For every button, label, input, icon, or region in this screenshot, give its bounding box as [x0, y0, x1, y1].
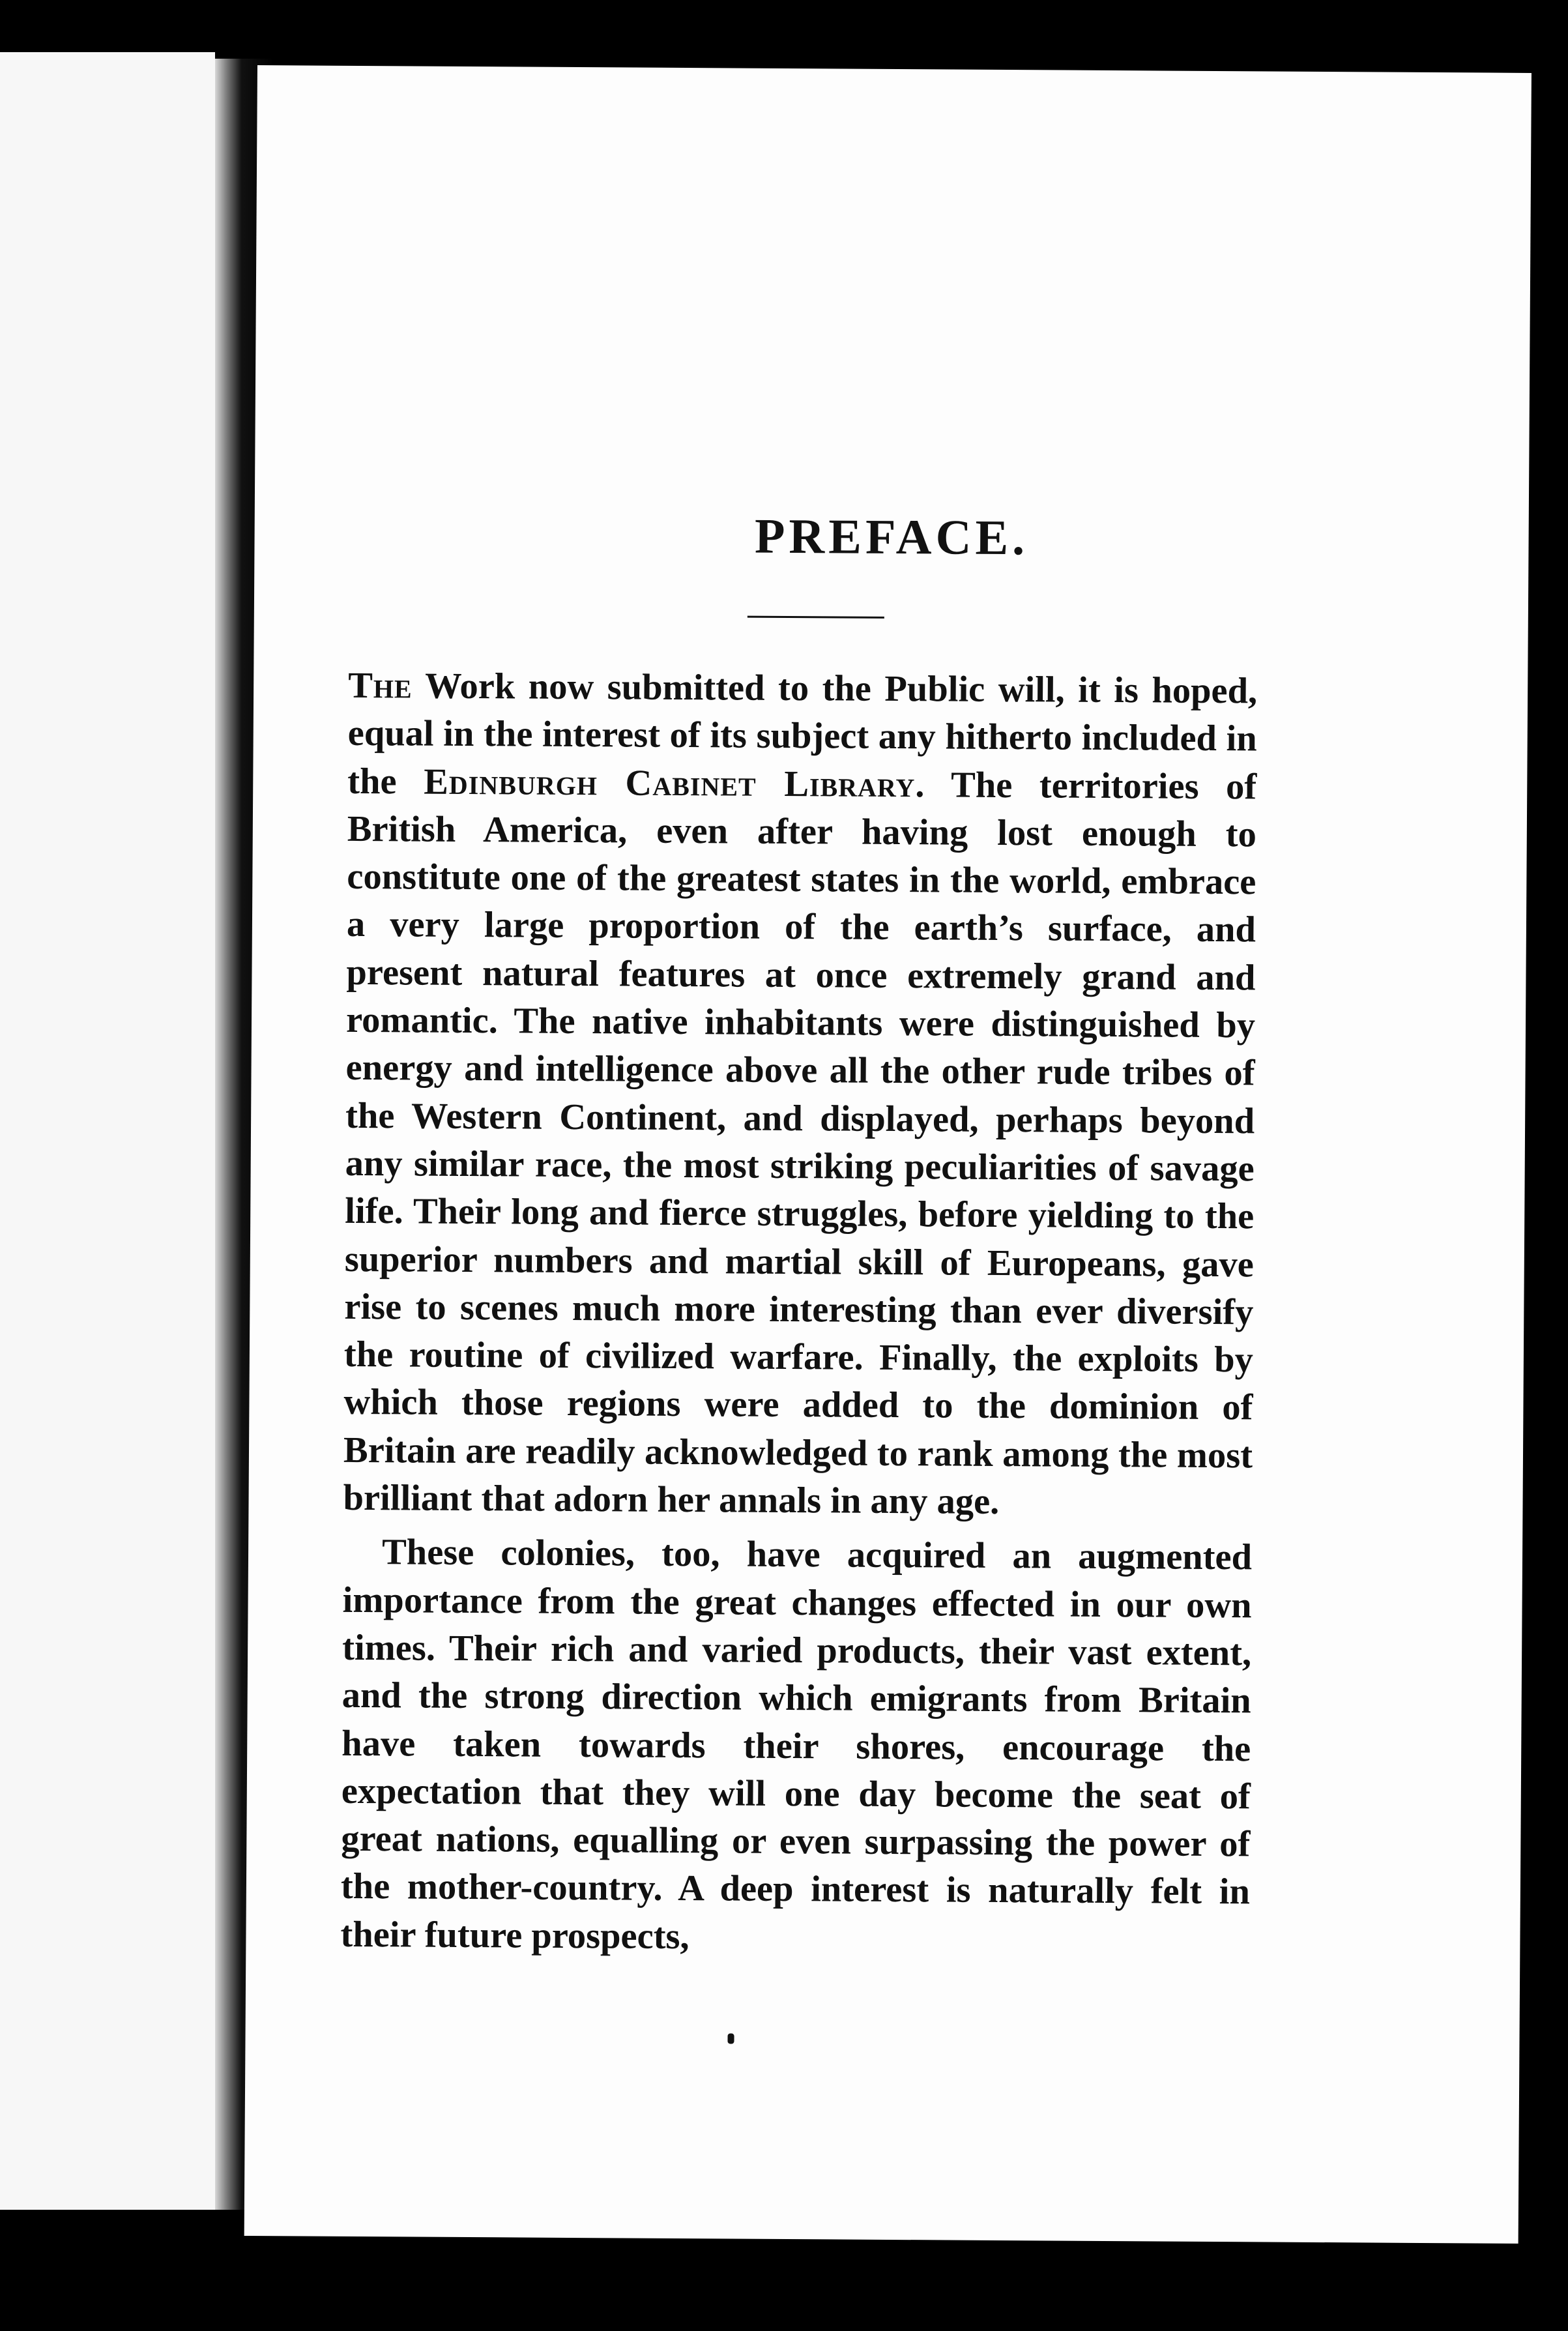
series-name: Edinburgh Cabinet Library: [424, 761, 916, 805]
paragraph-1: [343, 662, 1257, 1528]
preface-body: [340, 662, 1257, 1965]
scan-border: [1532, 78, 1568, 2229]
signature-mark: [727, 2033, 734, 2044]
paragraph-1-text-a: Work now submitted to the Public will, it is hoped, equal in the interest of its subject any hitherto included in the: [347, 666, 1258, 802]
paragraph-1-text-b: . The territories of British America, even after having lost enough to constitute one of the greatest states in the world, embrace a very large proportion of the earth’s surface, and present natural features at once extremely grand and romantic. The native inhabitants were distinguished by energy and intelligence above all the other rude tribes of the Western Continent, and displayed, perhaps beyond any similar race, the most striking peculiarities of savage life. Their long and fierce struggles, before yielding to the superior numbers and martial skill of Europeans, gave rise to scenes much more interesting than ever diversify the routine of civilized warfare. Finally, the exploits by which those regions were added to the dominion of Britain are readily acknowledged to rank among the most brilliant that adorn her annals in any age.: [343, 764, 1257, 1523]
facing-page-edge: [0, 52, 215, 2210]
paragraph-2: These colonies, too, have acquired an augmented importance from the great changes effected in our own times. Their rich and varied products, their vast extent, and the strong direction which emigrants from Britain have taken towards their shores, encourage the expectation that they will one day become the seat of great nations, equalling or even surpassing the power of the mother-country. A deep interest is naturally felt in their future prospects,: [340, 1532, 1253, 1957]
paragraph-lead-word: The: [347, 665, 413, 707]
book-page: [244, 65, 1532, 2244]
page-title: PREFACE.: [754, 508, 1029, 566]
title-divider: [748, 616, 884, 619]
